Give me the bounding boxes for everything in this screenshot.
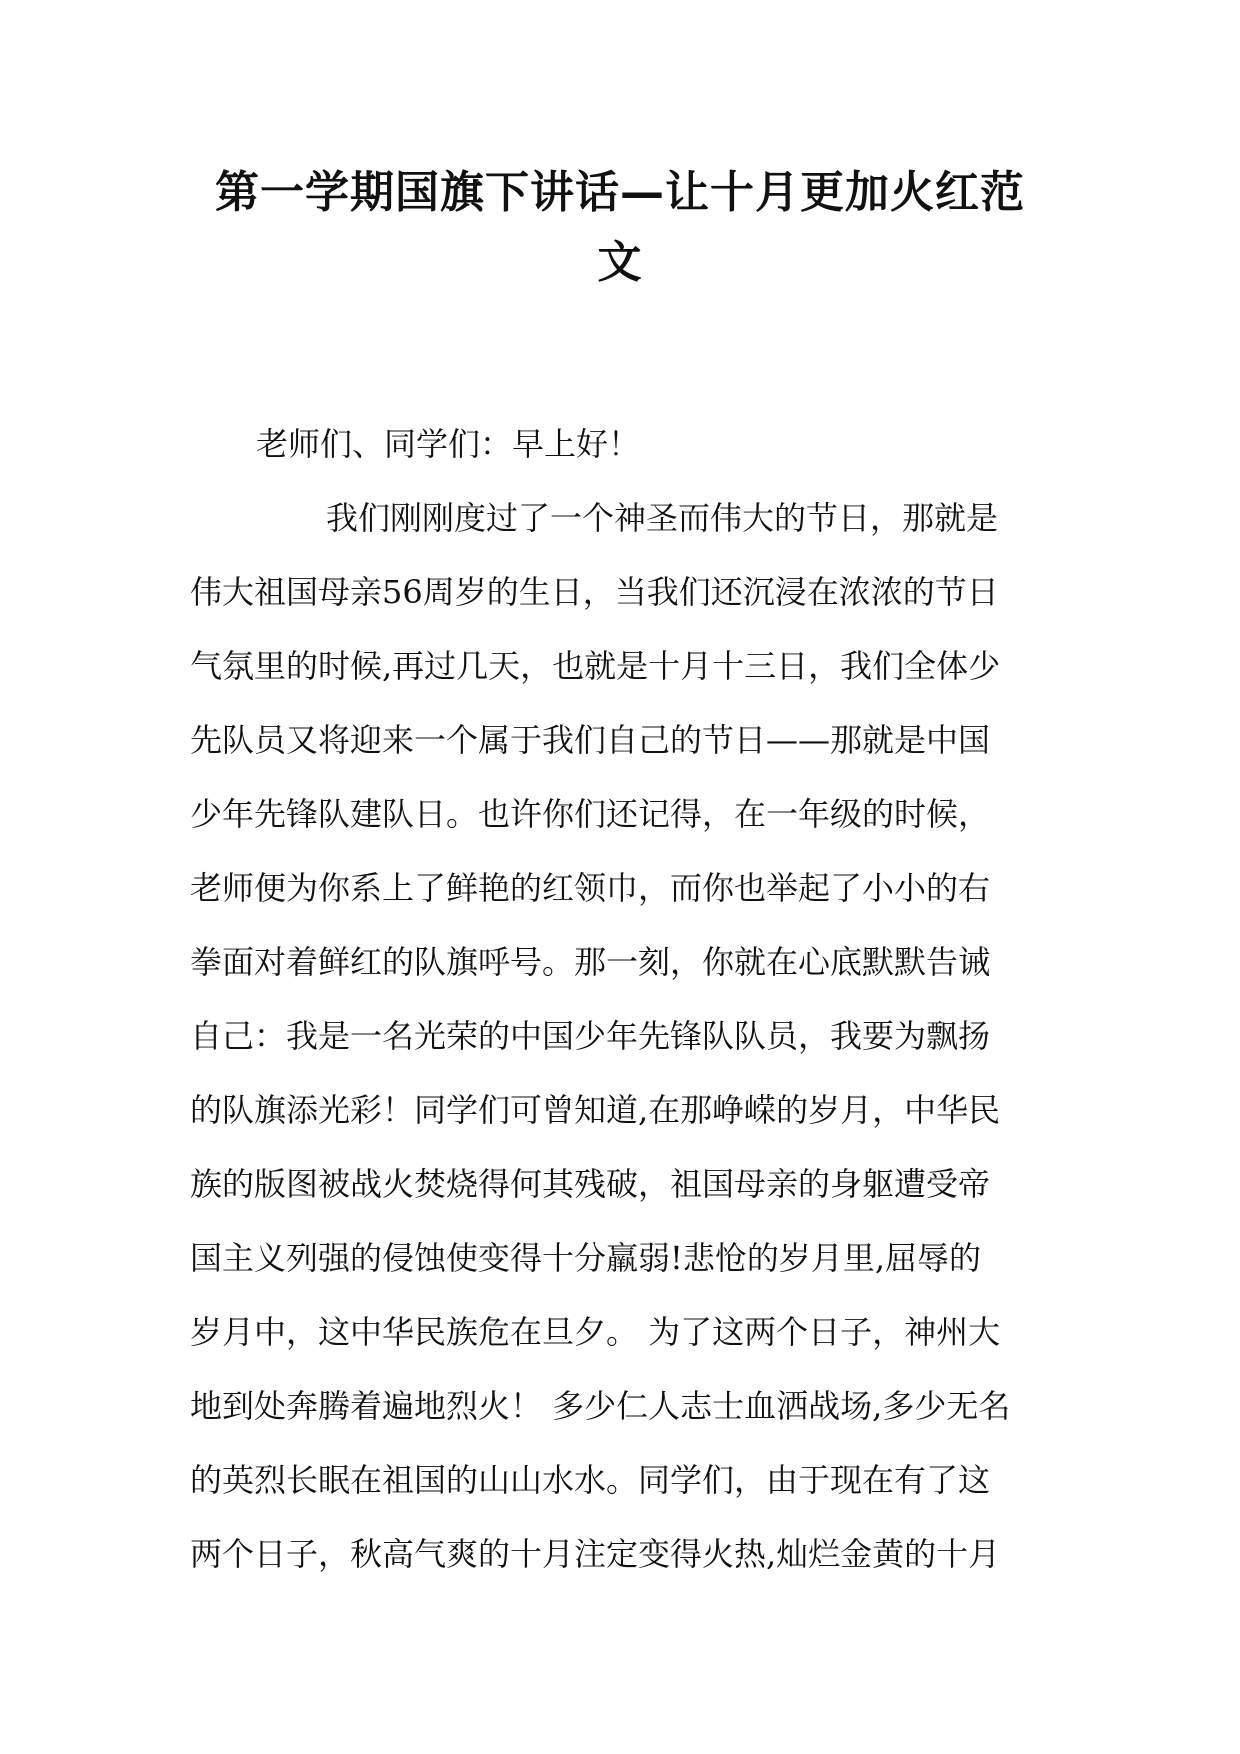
paragraph-line: 的队旗添光彩！同学们可曾知道,在那峥嵘的岁月，中华民 xyxy=(190,1091,1001,1129)
document-body xyxy=(190,407,1050,1591)
salutation: 老师们、同学们：早上好！ xyxy=(256,425,641,463)
title-line-2: 文 xyxy=(597,237,643,288)
paragraph-line: 伟大祖国母亲56周岁的生日，当我们还沉浸在浓浓的节日 xyxy=(190,573,999,611)
paragraph-line: 的英烈长眠在祖国的山山水水。同学们，由于现在有了这 xyxy=(190,1461,991,1499)
paragraph-line: 自己：我是一名光荣的中国少年先锋队队员，我要为飘扬 xyxy=(190,1017,991,1055)
paragraph-line: 两个日子，秋高气爽的十月注定变得火热,灿烂金黄的十月 xyxy=(190,1535,1001,1573)
paragraph-line: 岁月中，这中华民族危在旦夕。 为了这两个日子，神州大 xyxy=(190,1313,1001,1351)
paragraph-line: 地到处奔腾着遍地烈火！ 多少仁人志士血洒战场,多少无名 xyxy=(190,1387,1011,1425)
paragraph-line: 我们刚刚度过了一个神圣而伟大的节日，那就是 xyxy=(326,499,999,537)
paragraph-line: 少年先锋队建队日。也许你们还记得，在一年级的时候， xyxy=(190,795,991,833)
paragraph-line: 族的版图被战火焚烧得何其残破，祖国母亲的身躯遭受帝 xyxy=(190,1165,991,1203)
paragraph-line: 老师便为你系上了鲜艳的红领巾，而你也举起了小小的右 xyxy=(190,869,991,907)
paragraph-line: 国主义列强的侵蚀使变得十分羸弱!悲怆的岁月里,屈辱的 xyxy=(190,1239,982,1277)
paragraph-line: 气氛里的时候,再过几天，也就是十月十三日，我们全体少 xyxy=(190,647,1001,685)
paragraph-line: 先队员又将迎来一个属于我们自己的节日——那就是中国 xyxy=(190,721,991,759)
title-line-1: 第一学期国旗下讲话—让十月更加火红范 xyxy=(215,167,1025,218)
document-title xyxy=(190,158,1050,298)
paragraph-line: 拳面对着鲜红的队旗呼号。那一刻，你就在心底默默告诫 xyxy=(190,943,991,981)
